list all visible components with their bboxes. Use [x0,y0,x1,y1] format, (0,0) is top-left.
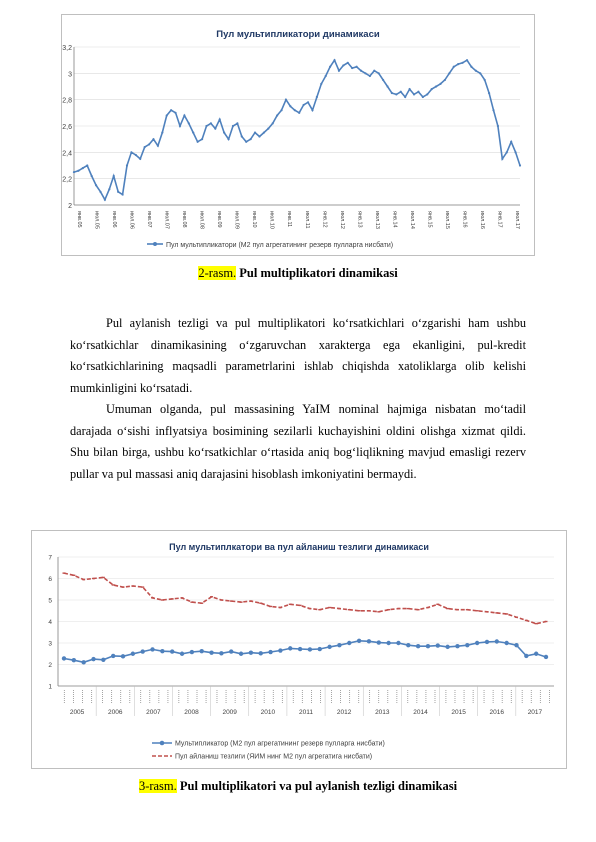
chart-1-data-point [192,131,194,133]
chart-2-data-point [416,644,420,648]
chart-1-x-tick-label: янв.16 [461,211,468,228]
chart-1-data-point [316,96,318,98]
chart-1-x-tick-label: янв.14 [391,211,398,228]
chart-1-data-point [166,114,168,116]
chart-1-data-point [484,79,486,81]
chart-1-data-point [267,128,269,130]
chart-1-x-tick-label: июл.16 [478,211,485,229]
chart-1-x-tick-label: янв.13 [356,211,363,228]
chart-2-category-label: 2011 [299,709,313,716]
chart-1-data-point [444,79,446,81]
chart-1-x-tick-label: янв.05 [76,211,82,228]
chart-1-data-point [488,92,490,94]
chart-2-data-point [101,658,105,662]
chart-1-x-tick-label: янв.17 [496,211,503,228]
chart-2-data-point [524,654,528,658]
chart-2-data-point [485,640,489,644]
chart-2-legend-marker [160,741,165,746]
chart-1-data-point [130,151,132,153]
chart-1-data-point [289,105,291,107]
chart-2-data-point [367,639,371,643]
chart-1-x-tick-label: янв.07 [146,211,153,228]
chart-multiplier-and-velocity [31,530,567,769]
chart-1-data-point [320,83,322,85]
paragraph-1-line: ko‘rsatkichlar dinamikasining o‘zgaruvchan xarakterga ega ekanligini, pul-kredit [70,337,526,352]
chart-1-data-point [272,122,274,124]
chart-1-data-point [104,199,106,201]
chart-1-data-point [174,112,176,114]
chart-1-data-point [294,109,296,111]
chart-1-x-tick-label: июл.08 [198,211,205,229]
chart-1-data-point [157,145,159,147]
paragraph-2-line: Umuman olganda, pul massasining YaIM nominal hajmiga nisbatan mo‘tadil [106,402,526,416]
chart-2-data-point [347,641,351,645]
chart-1-data-point [197,141,199,143]
chart-1-data-point [351,67,353,69]
chart-2-y-tick-label: 6 [48,576,52,583]
chart-2-legend-label: Пул айланиш тезлиги (ЯИМ нинг М2 пул агрегатига нисбати) [175,753,373,761]
chart-1-data-point [338,70,340,72]
chart-2-data-point [249,650,253,654]
chart-1-data-point [117,191,119,193]
chart-2-data-point [140,649,144,653]
chart-2-category-label: 2006 [107,709,123,716]
chart-1-y-tick-label: 2 [68,203,72,210]
chart-1-data-point [73,171,75,173]
chart-1-data-point [126,164,128,166]
chart-2-data-point [298,647,302,651]
chart-1-data-point [492,109,494,111]
chart-1-y-tick-label: 2,4 [62,150,72,158]
chart-1-data-point [86,164,88,166]
chart-2-data-point [327,645,331,649]
chart-1-y-tick-label: 2,2 [62,176,72,184]
chart-1-data-point [135,154,137,156]
chart-1-data-point [298,112,300,114]
chart-1-data-point [214,128,216,130]
chart-2-data-point [406,643,410,647]
chart-2-y-tick-label: 1 [48,683,52,691]
chart-1-data-point [364,72,366,74]
chart-1-data-point [161,131,163,133]
chart-1-x-tick-label: июл.11 [303,211,310,229]
chart-1-x-tick-label: июл.17 [514,211,520,229]
chart-1-data-point [404,96,406,98]
chart-1-data-point [152,138,154,140]
chart-2-series-line [64,573,546,624]
chart-2-data-point [72,658,76,662]
chart-2-data-point [514,643,518,647]
chart-2-data-point [337,643,341,647]
chart-1-data-point [426,93,428,95]
chart-1-data-point [329,66,331,68]
chart-1-data-point [121,193,123,195]
chart-2-category-label: 2013 [375,709,390,716]
chart-1-x-tick-label: янв.10 [251,211,258,228]
chart-1-x-tick-label: янв.15 [426,211,433,228]
chart-2-data-point [278,648,282,652]
chart-1-data-point [113,175,115,177]
chart-1-data-point [303,104,305,106]
chart-2-data-point [268,650,272,654]
chart-1-data-point [95,184,97,186]
chart-1-data-point [144,146,146,148]
chart-2-category-label: 2014 [413,709,428,716]
chart-2-data-point [121,654,125,658]
chart-2-data-point [229,649,233,653]
chart-1-data-point [519,164,521,166]
chart-2-data-point [170,649,174,653]
chart-1-data-point [307,101,309,103]
chart-2-category-label: 2007 [146,709,161,716]
figure-1-number: 2-rasm. [198,266,237,280]
paragraph-1-line: ko‘rsatkichlarining maqsadli parametrlarini ishlab chiqishda xatoliklarga olib kelishi [70,359,526,373]
chart-1-svg [62,15,534,255]
chart-2-data-point [288,646,292,650]
chart-2-category-label: 2017 [527,709,543,716]
chart-1-data-point [210,122,212,124]
chart-2-y-tick-label: 7 [48,554,52,562]
paragraph-2-line: pullar va pul massasi aniq darajasini hisoblash imkoniyatini bermaydi. [70,466,417,481]
chart-1-data-point [369,75,371,77]
chart-1-data-point [82,167,84,169]
chart-2-data-point [357,639,361,643]
chart-2-y-tick-label: 4 [48,619,52,626]
chart-1-data-point [439,83,441,85]
chart-1-data-point [258,135,260,137]
chart-1-data-point [391,92,393,94]
chart-1-data-point [506,151,508,153]
chart-1-data-point [386,85,388,87]
chart-2-data-point [396,641,400,645]
chart-1-data-point [378,72,380,74]
chart-2-data-point [504,641,508,645]
chart-1-data-point [285,99,287,101]
chart-2-legend-label: Мультипликатор (М2 пул агрегатининг резерв пулларга нисбати) [175,740,385,748]
chart-2-y-tick-label: 3 [48,640,52,648]
chart-1-x-tick-label: янв.06 [111,211,118,228]
chart-1-data-point [409,88,411,90]
chart-2-data-point [150,647,154,651]
chart-1-data-point [219,118,221,120]
figure-caption-2 [0,779,596,794]
chart-2-data-point [465,643,469,647]
chart-2-category-label: 2005 [69,709,85,716]
paragraph-1 [70,313,526,399]
chart-1-data-point [431,88,433,90]
chart-2-data-point [209,650,213,654]
chart-1-data-point [311,109,313,111]
chart-2-title: Пул мультиплкатори ва пул айланиш тезлиги динамикаси [169,542,429,552]
chart-1-data-point [360,70,362,72]
chart-1-x-tick-label: янв.12 [321,211,328,228]
chart-2-data-point [475,641,479,645]
chart-1-x-tick-label: янв.09 [216,211,223,228]
figure-caption-1 [0,266,596,281]
chart-1-y-tick-label: 3 [68,71,72,79]
chart-2-data-point [308,647,312,651]
chart-1-data-point [241,135,243,137]
chart-1-x-tick-label: июл.13 [373,211,380,229]
paragraph-2 [70,399,526,485]
chart-1-data-point [497,125,499,127]
chart-1-data-point [457,63,459,65]
chart-1-data-point [342,64,344,66]
chart-1-data-point [91,175,93,177]
chart-1-data-point [400,91,402,93]
chart-2-data-point [534,652,538,656]
chart-2-data-point [259,651,263,655]
chart-1-data-point [470,66,472,68]
chart-1-data-point [475,70,477,72]
chart-1-data-point [325,75,327,77]
chart-1-data-point [435,85,437,87]
chart-1-x-tick-label: янв.08 [181,211,188,228]
figure-2-number: 3-rasm. [138,779,177,793]
chart-1-data-point [245,141,247,143]
chart-2-data-point [445,645,449,649]
chart-1-legend-marker [153,242,157,246]
chart-2-data-point [160,649,164,653]
chart-2-data-point [436,643,440,647]
chart-2-data-point [426,644,430,648]
chart-1-data-point [108,188,110,190]
paragraph-1-line: mumkinligini ko‘rsatadi. [70,380,193,395]
chart-1-data-point [250,138,252,140]
chart-2-data-point [455,644,459,648]
paragraph-2-line: darajada o‘sishi inflyatsiya bosimining sezilarli kuchayishini oldini olishga xizmat qildi. [70,423,526,438]
chart-2-category-label: 2016 [489,709,505,716]
chart-1-data-point [227,138,229,140]
chart-1-data-point [510,141,512,143]
chart-2-category-label: 2010 [260,709,276,716]
chart-1-data-point [382,79,384,81]
chart-2-category-label: 2008 [184,709,199,716]
figure-1-title: Pul multiplikatori dinamikasi [236,266,398,280]
chart-2-data-point [190,650,194,654]
chart-1-data-point [77,170,79,172]
chart-2-category-label: 2012 [336,709,352,716]
chart-1-data-point [223,131,225,133]
paragraph-2-line: Shu bilan birga, ushbu ko‘rsatkichlar o‘rtasida aniq bog‘liqlikning mavjud emasligi rezerv [70,445,526,459]
chart-1-legend-label: Пул мультипликатори (М2 пул агрегатининг резерв пулларга нисбати) [166,242,394,249]
chart-1-data-point [514,151,516,153]
chart-2-data-point [200,649,204,653]
chart-2-data-point [81,660,85,664]
chart-1-data-point [479,72,481,74]
chart-1-data-point [501,158,503,160]
chart-2-category-label: 2015 [451,709,466,716]
chart-1-data-point [205,125,207,127]
chart-1-data-point [99,191,101,193]
figure-2-title: Pul multiplikatori va pul aylanish tezligi dinamikasi [176,779,458,793]
chart-1-data-point [232,125,234,127]
chart-2-data-point [111,654,115,658]
chart-1-data-point [395,93,397,95]
chart-1-data-point [201,138,203,140]
chart-1-y-tick-label: 2,8 [62,97,72,105]
chart-1-data-point [280,109,282,111]
chart-2-data-point [131,652,135,656]
chart-1-data-point [254,131,256,133]
chart-1-data-point [333,59,335,61]
chart-1-x-tick-label: июл.05 [93,211,100,229]
chart-1-data-point [188,122,190,124]
chart-1-data-point [453,66,455,68]
chart-1-data-point [461,62,463,64]
chart-2-category-label: 2009 [222,709,237,716]
chart-2-data-point [180,652,184,656]
chart-2-data-point [318,647,322,651]
chart-1-data-point [413,93,415,95]
chart-1-data-point [236,122,238,124]
chart-2-data-point [91,657,95,661]
chart-1-data-point [466,59,468,61]
chart-2-data-point [495,639,499,643]
chart-1-data-point [183,114,185,116]
chart-2-data-point [239,652,243,656]
chart-1-x-tick-label: июл.06 [128,211,135,229]
chart-1-title: Пул мультипликатори динамикаси [216,29,380,40]
chart-2-data-point [544,655,548,659]
chart-1-y-tick-label: 3,2 [62,45,72,52]
chart-1-data-point [139,158,141,160]
chart-2-data-point [377,640,381,644]
chart-1-data-point [356,66,358,68]
paragraph-1-line: Pul aylanish tezligi va pul multiplikatori ko‘rsatkichlari o‘zgarishi ham ushbu [106,316,526,330]
chart-1-data-point [422,96,424,98]
chart-2-y-tick-label: 5 [48,597,52,605]
chart-1-data-point [148,143,150,145]
chart-2-data-point [62,656,66,660]
chart-2-svg [32,531,566,768]
chart-1-y-tick-label: 2,6 [62,124,72,131]
chart-1-data-point [276,114,278,116]
chart-1-data-point [448,72,450,74]
chart-1-data-point [263,131,265,133]
chart-1-data-point [417,91,419,93]
chart-1-x-tick-label: июл.12 [338,211,345,229]
chart-1-data-point [179,125,181,127]
chart-2-y-tick-label: 2 [48,662,52,669]
chart-1-x-tick-label: июл.07 [163,211,170,229]
chart-1-data-point [170,109,172,111]
chart-1-data-point [373,70,375,72]
chart-1-data-point [347,62,349,64]
chart-1-x-tick-label: янв.11 [286,211,293,228]
chart-1-x-tick-label: июл.09 [233,211,240,229]
chart-1-x-tick-label: июл.15 [443,211,450,229]
chart-1-x-tick-label: июл.10 [268,211,275,229]
chart-1-x-tick-label: июл.14 [408,211,415,229]
chart-2-data-point [386,641,390,645]
chart-money-multiplier [61,14,535,256]
chart-2-series-line [64,641,546,663]
chart-2-data-point [219,651,223,655]
